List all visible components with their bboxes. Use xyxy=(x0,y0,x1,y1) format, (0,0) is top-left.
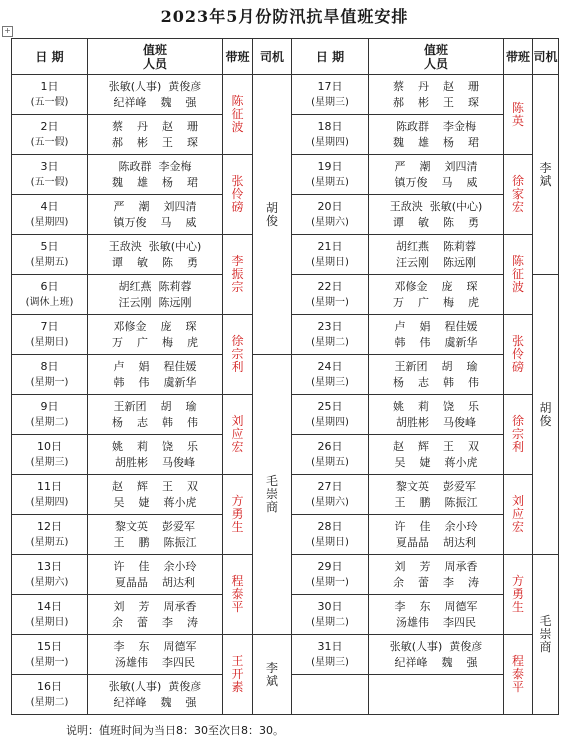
lead-cell xyxy=(504,75,533,155)
date-cell xyxy=(12,195,88,235)
date-day: 14日 xyxy=(37,599,62,613)
duty-line: 卢 娟 程佳媛 xyxy=(394,319,478,333)
duty-line: 张敏(人事) 黄俊彦 xyxy=(108,679,202,693)
duty-cell xyxy=(369,515,504,555)
duty-cell xyxy=(88,315,223,355)
duty-line: 余 蕾 李 涛 xyxy=(112,615,198,629)
date-day: 9日 xyxy=(40,399,59,413)
duty-line: 郝 彬 王 琛 xyxy=(393,95,479,109)
duty-line: 谭 敏 陈 勇 xyxy=(112,255,198,269)
duty-line: 魏 雄 杨 珺 xyxy=(112,175,198,189)
driver-cell xyxy=(253,635,292,715)
date-day: 17日 xyxy=(317,79,343,93)
date-day: 16日 xyxy=(37,679,62,693)
duty-line: 刘 芳 周承香 xyxy=(113,599,197,613)
duty-line: 纪祥峰 魏 强 xyxy=(394,655,478,669)
date-weekday: (星期四) xyxy=(30,496,69,508)
duty-line: 汤雄伟 李四民 xyxy=(115,655,195,669)
duty-line: 邓修金 庞 琛 xyxy=(394,279,478,293)
duty-line: 吴 婕 蒋小虎 xyxy=(113,495,197,509)
date-cell xyxy=(12,515,88,555)
duty-line: 张敏(人事) 黄俊彦 xyxy=(108,79,202,93)
lead-cell xyxy=(504,315,533,395)
date-cell xyxy=(292,115,369,155)
date-day: 11日 xyxy=(37,479,62,493)
duty-line: 杨 志 韩 伟 xyxy=(112,415,198,429)
date-weekday: (星期四) xyxy=(311,416,349,428)
date-cell xyxy=(12,115,88,155)
driver-cell xyxy=(533,75,559,275)
duty-line: 邓修金 庞 琛 xyxy=(113,319,197,333)
duty-line: 黎文英 彭爱军 xyxy=(396,479,476,493)
duty-line: 纪祥峰 魏 强 xyxy=(113,95,197,109)
duty-cell xyxy=(88,475,223,515)
duty-cell xyxy=(369,235,504,275)
lead-cell-text: 程 泰 平 xyxy=(231,574,244,614)
date-day: 12日 xyxy=(37,519,62,533)
lead-cell-text: 刘 应 宏 xyxy=(511,494,524,534)
date-cell xyxy=(12,675,88,715)
duty-line: 万 广 梅 虎 xyxy=(112,335,198,349)
lead-cell xyxy=(504,395,533,475)
driver-cell-text: 李 斌 xyxy=(539,160,552,188)
duty-line: 王新团 胡 瑜 xyxy=(113,399,197,413)
date-cell xyxy=(12,315,88,355)
duty-line: 姚 莉 饶 乐 xyxy=(393,399,479,413)
lead-cell xyxy=(504,235,533,315)
duty-line: 李 东 周德军 xyxy=(113,639,197,653)
driver-cell-text: 毛 崇 商 xyxy=(539,614,552,654)
date-day: 27日 xyxy=(317,479,343,493)
date-weekday: (星期四) xyxy=(30,216,69,228)
date-cell xyxy=(292,475,369,515)
date-weekday: (五一假) xyxy=(30,136,69,148)
table-row xyxy=(12,355,559,395)
duty-line: 韩 伟 虞新华 xyxy=(113,375,197,389)
duty-line: 夏晶晶 胡达利 xyxy=(396,535,476,549)
date-cell xyxy=(12,355,88,395)
duty-line: 卢 娟 程佳媛 xyxy=(113,359,197,373)
table-row xyxy=(12,75,559,115)
date-cell xyxy=(12,395,88,435)
header-lead: 带班 xyxy=(223,39,253,75)
date-weekday: (星期日) xyxy=(311,536,349,548)
lead-cell-text: 徐 家 宏 xyxy=(511,174,524,214)
date-day: 23日 xyxy=(317,319,343,333)
lead-cell-text: 陈 英 xyxy=(511,100,524,128)
header-lead: 带班 xyxy=(504,39,533,75)
date-cell xyxy=(292,435,369,475)
date-day: 20日 xyxy=(317,199,343,213)
duty-cell xyxy=(88,435,223,475)
lead-cell xyxy=(223,395,253,475)
date-weekday: (星期日) xyxy=(311,256,349,268)
date-day: 1日 xyxy=(40,79,59,93)
header-row xyxy=(12,39,559,75)
table-move-handle-icon[interactable]: + xyxy=(2,26,13,37)
duty-line: 镇万俊 马 威 xyxy=(394,175,478,189)
date-cell xyxy=(12,435,88,475)
duty-cell xyxy=(88,155,223,195)
date-day: 6日 xyxy=(40,279,59,293)
duty-cell xyxy=(88,515,223,555)
date-cell xyxy=(292,555,369,595)
date-day: 4日 xyxy=(40,199,59,213)
duty-cell xyxy=(88,595,223,635)
duty-cell xyxy=(369,355,504,395)
date-cell xyxy=(12,75,88,115)
date-weekday: (星期二) xyxy=(311,336,349,348)
lead-cell-text: 刘 应 宏 xyxy=(231,414,244,454)
date-cell xyxy=(12,635,88,675)
duty-line: 王敌泱 张敏(中心) xyxy=(108,239,202,253)
date-cell xyxy=(12,475,88,515)
date-day: 28日 xyxy=(317,519,343,533)
date-weekday: (星期五) xyxy=(30,536,69,548)
lead-cell xyxy=(504,635,533,715)
lead-cell-text: 方 勇 生 xyxy=(511,574,524,614)
duty-line: 汪云刚 陈远刚 xyxy=(118,295,192,309)
lead-cell-text: 李 振 宗 xyxy=(231,254,244,294)
date-weekday: (星期二) xyxy=(30,416,69,428)
duty-cell xyxy=(88,115,223,155)
date-cell xyxy=(12,155,88,195)
date-weekday: (五一假) xyxy=(30,176,69,188)
lead-cell xyxy=(504,475,533,555)
date-cell xyxy=(292,395,369,435)
date-cell xyxy=(12,275,88,315)
date-weekday: (星期三) xyxy=(311,656,349,668)
date-cell xyxy=(292,515,369,555)
duty-line: 胡胜彬 马俊峰 xyxy=(115,455,195,469)
date-weekday: (星期四) xyxy=(311,136,349,148)
date-day: 19日 xyxy=(317,159,343,173)
date-weekday: (星期日) xyxy=(30,336,69,348)
lead-cell xyxy=(223,475,253,555)
date-cell xyxy=(292,675,369,715)
date-weekday: (星期六) xyxy=(311,216,349,228)
duty-line: 万 广 梅 虎 xyxy=(393,295,479,309)
header-duty: 值班 人员 xyxy=(88,39,223,75)
lead-cell-text: 方 勇 生 xyxy=(231,494,244,534)
duty-cell xyxy=(369,635,504,675)
date-weekday: (星期二) xyxy=(311,616,349,628)
duty-cell xyxy=(369,315,504,355)
date-weekday: (星期二) xyxy=(30,696,69,708)
date-weekday: (星期三) xyxy=(311,376,349,388)
duty-cell xyxy=(369,555,504,595)
date-day: 8日 xyxy=(40,359,59,373)
duty-line: 黎文英 彭爱军 xyxy=(115,519,195,533)
header-driver: 司机 xyxy=(533,39,559,75)
lead-cell xyxy=(223,75,253,155)
date-cell xyxy=(292,315,369,355)
duty-line: 魏 雄 杨 珺 xyxy=(393,135,479,149)
lead-cell-text: 徐 宗 利 xyxy=(511,414,524,454)
driver-cell xyxy=(533,275,559,555)
date-weekday: (星期五) xyxy=(311,176,349,188)
date-cell xyxy=(12,235,88,275)
duty-line: 严 潮 刘四清 xyxy=(113,199,197,213)
date-day: 22日 xyxy=(317,279,343,293)
duty-cell xyxy=(88,75,223,115)
date-day: 5日 xyxy=(40,239,59,253)
duty-line: 刘 芳 周承香 xyxy=(394,559,478,573)
date-weekday: (星期三) xyxy=(311,96,349,108)
footnote: 说明：值班时间为当日8：30至次日8：30。 xyxy=(66,724,284,737)
date-day: 18日 xyxy=(317,119,343,133)
driver-cell-text: 胡 俊 xyxy=(265,200,278,228)
duty-line: 许 佳 余小玲 xyxy=(394,519,478,533)
duty-schedule-table xyxy=(11,38,559,715)
lead-cell-text: 张 伶 磅 xyxy=(231,174,244,214)
duty-line: 镇万俊 马 威 xyxy=(113,215,197,229)
table-row xyxy=(12,635,559,675)
date-cell xyxy=(292,275,369,315)
lead-cell xyxy=(223,235,253,315)
duty-line: 纪祥峰 魏 强 xyxy=(113,695,197,709)
lead-cell xyxy=(223,155,253,235)
date-cell xyxy=(292,595,369,635)
date-weekday: (调休上班) xyxy=(25,296,74,308)
date-cell xyxy=(12,555,88,595)
date-cell xyxy=(292,355,369,395)
date-weekday: (五一假) xyxy=(30,96,69,108)
date-day: 29日 xyxy=(317,559,343,573)
lead-cell xyxy=(504,555,533,635)
duty-line: 蔡 丹 赵 珊 xyxy=(112,119,198,133)
duty-cell xyxy=(369,595,504,635)
date-weekday: (星期五) xyxy=(311,456,349,468)
date-weekday: (星期五) xyxy=(30,256,69,268)
duty-line: 赵 辉 王 双 xyxy=(112,479,198,493)
duty-line: 严 潮 刘四清 xyxy=(394,159,478,173)
header-date: 日 期 xyxy=(12,39,88,75)
duty-line: 李 东 周德军 xyxy=(394,599,478,613)
duty-line: 韩 伟 虞新华 xyxy=(394,335,478,349)
lead-cell xyxy=(223,315,253,395)
duty-cell xyxy=(88,235,223,275)
duty-line: 王敌泱 张敏(中心) xyxy=(389,199,483,213)
duty-line: 赵 辉 王 双 xyxy=(393,439,479,453)
duty-cell xyxy=(369,435,504,475)
date-weekday: (星期一) xyxy=(311,576,349,588)
duty-line: 王新团 胡 瑜 xyxy=(394,359,478,373)
page-title: 2023年5月份防汛抗旱值班安排 xyxy=(160,7,409,26)
duty-cell xyxy=(369,675,504,715)
header-duty: 值班 人员 xyxy=(369,39,504,75)
date-cell xyxy=(292,195,369,235)
duty-line: 姚 莉 饶 乐 xyxy=(112,439,198,453)
lead-cell xyxy=(223,555,253,635)
date-weekday: (星期日) xyxy=(30,616,69,628)
date-weekday: (星期三) xyxy=(30,456,69,468)
duty-line: 许 佳 余小玲 xyxy=(113,559,197,573)
duty-line: 胡红燕 陈莉蓉 xyxy=(118,279,192,293)
date-day: 13日 xyxy=(37,559,62,573)
duty-cell xyxy=(369,155,504,195)
duty-line: 王 鹏 陈振江 xyxy=(394,495,478,509)
duty-line: 王 鹏 陈振江 xyxy=(113,535,197,549)
date-day: 26日 xyxy=(317,439,343,453)
date-day: 30日 xyxy=(317,599,343,613)
duty-cell xyxy=(369,195,504,235)
duty-cell xyxy=(88,675,223,715)
date-day: 15日 xyxy=(37,639,62,653)
duty-cell xyxy=(88,275,223,315)
duty-cell xyxy=(88,395,223,435)
duty-cell xyxy=(88,195,223,235)
date-cell xyxy=(292,635,369,675)
duty-line: 陈政群 李金梅 xyxy=(396,119,476,133)
duty-line: 谭 敏 陈 勇 xyxy=(393,215,479,229)
duty-cell xyxy=(88,635,223,675)
lead-cell-text: 王 开 素 xyxy=(231,654,244,694)
date-weekday: (星期一) xyxy=(311,296,349,308)
lead-cell-text: 陈 征 波 xyxy=(231,94,244,134)
date-day: 21日 xyxy=(317,239,343,253)
date-day: 24日 xyxy=(317,359,343,373)
driver-cell xyxy=(253,355,292,635)
driver-cell-text: 李 斌 xyxy=(265,660,278,688)
duty-line: 夏晶晶 胡达利 xyxy=(115,575,195,589)
duty-line: 张敏(人事) 黄俊彦 xyxy=(389,639,483,653)
duty-cell xyxy=(369,75,504,115)
duty-cell xyxy=(369,475,504,515)
date-weekday: (星期六) xyxy=(30,576,69,588)
driver-cell-text: 胡 俊 xyxy=(539,400,552,428)
duty-cell xyxy=(369,115,504,155)
duty-line: 胡胜彬 马俊峰 xyxy=(396,415,476,429)
duty-line: 郝 彬 王 琛 xyxy=(112,135,198,149)
duty-cell xyxy=(369,395,504,435)
date-day: 7日 xyxy=(40,319,59,333)
driver-cell xyxy=(253,75,292,355)
duty-line: 汤雄伟 李四民 xyxy=(396,615,476,629)
date-day: 25日 xyxy=(317,399,343,413)
duty-line: 胡红燕 陈莉蓉 xyxy=(396,239,476,253)
lead-cell xyxy=(504,155,533,235)
date-cell xyxy=(292,235,369,275)
duty-cell xyxy=(369,275,504,315)
date-cell xyxy=(12,595,88,635)
date-cell xyxy=(292,155,369,195)
driver-cell-text: 毛 崇 商 xyxy=(265,474,278,514)
duty-line: 陈政群 李金梅 xyxy=(118,159,192,173)
date-weekday: (星期六) xyxy=(311,496,349,508)
duty-line: 余 蕾 李 涛 xyxy=(393,575,479,589)
date-weekday: (星期一) xyxy=(30,376,69,388)
duty-cell xyxy=(88,555,223,595)
date-weekday: (星期一) xyxy=(30,656,69,668)
duty-line: 蔡 丹 赵 珊 xyxy=(393,79,479,93)
date-cell xyxy=(292,75,369,115)
date-day: 10日 xyxy=(37,439,62,453)
lead-cell-text: 徐 宗 利 xyxy=(231,334,244,374)
header-date: 日 期 xyxy=(292,39,369,75)
duty-line: 汪云刚 陈远刚 xyxy=(396,255,476,269)
date-day: 31日 xyxy=(317,639,343,653)
header-driver: 司机 xyxy=(253,39,292,75)
driver-cell xyxy=(533,555,559,715)
date-day: 3日 xyxy=(40,159,59,173)
lead-cell-text: 陈 征 波 xyxy=(511,254,524,294)
duty-line: 杨 志 韩 伟 xyxy=(393,375,479,389)
lead-cell-text: 程 泰 平 xyxy=(511,654,524,694)
duty-line: 吴 婕 蒋小虎 xyxy=(394,455,478,469)
lead-cell xyxy=(223,635,253,715)
date-day: 2日 xyxy=(40,119,59,133)
duty-cell xyxy=(88,355,223,395)
lead-cell-text: 张 伶 磅 xyxy=(511,334,524,374)
